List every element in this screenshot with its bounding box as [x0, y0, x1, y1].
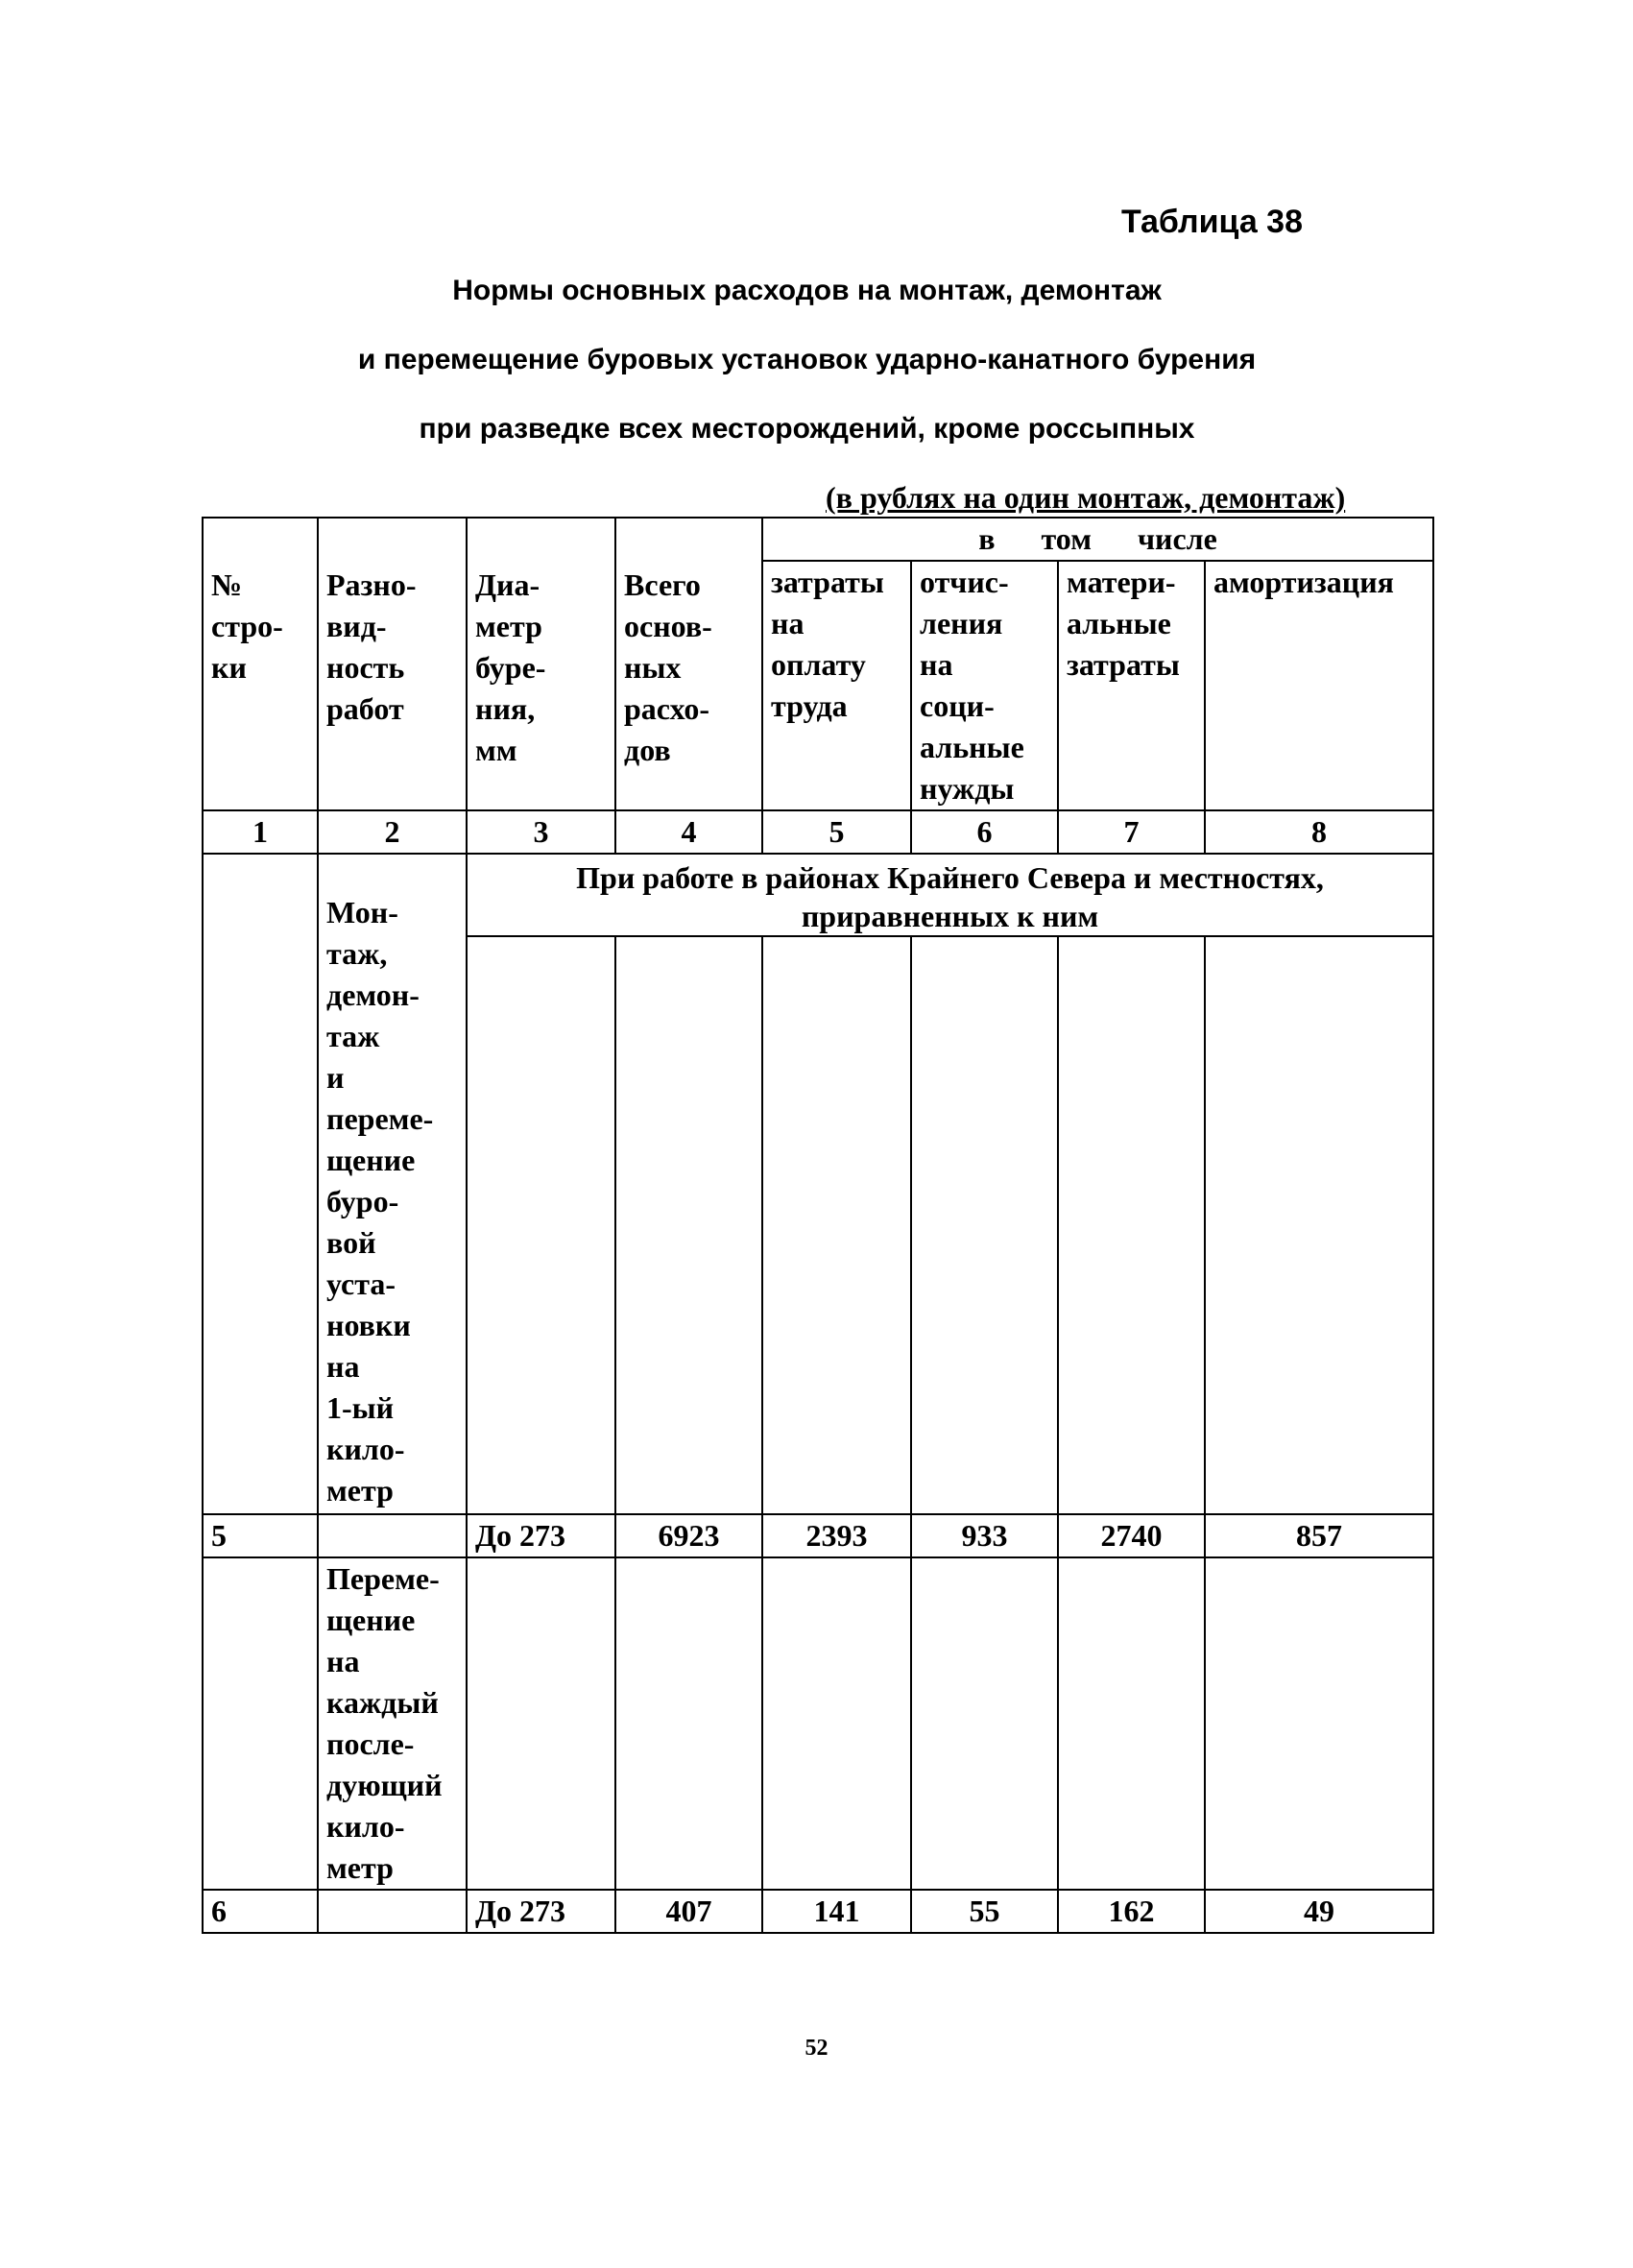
materials-value: 2740: [1058, 1514, 1205, 1557]
row-number: 6: [203, 1890, 318, 1933]
col-header-work-type: Разно- вид- ность работ: [318, 518, 467, 810]
page-number: 52: [804, 2036, 829, 2061]
table-row: [203, 1514, 1433, 1557]
column-number-row: [203, 810, 1433, 854]
col-number: 6: [911, 810, 1058, 854]
col-header-row-number: № стро- ки: [203, 518, 318, 810]
norms-table: [202, 517, 1434, 1934]
col-header-labor: затраты на оплату труда: [762, 561, 911, 810]
table-row: [203, 1890, 1433, 1933]
social-value: 933: [911, 1514, 1058, 1557]
col-number: 5: [762, 810, 911, 854]
work-type-empty: [318, 1514, 467, 1557]
col-header-social: отчис- ления на соци- альные нужды: [911, 561, 1058, 810]
social-value: 55: [911, 1890, 1058, 1933]
work-type-empty: [318, 1890, 467, 1933]
title-line-2: и перемещение буровых установок ударно-канатного бурения: [357, 344, 1257, 375]
row-number: 5: [203, 1514, 318, 1557]
col-header-total: Всего основ- ных расхо- дов: [615, 518, 762, 810]
col-number: 4: [615, 810, 762, 854]
region-row: [203, 854, 1433, 936]
header-row-group: [203, 518, 1433, 561]
labor-value: 141: [762, 1890, 911, 1933]
region-header: При работе в районах Крайнего Севера и местностях, приравненных к ним: [467, 854, 1433, 936]
labor-value: 2393: [762, 1514, 911, 1557]
title-line-3: при разведке всех месторождений, кроме россыпных: [419, 413, 1195, 445]
col-number: 8: [1205, 810, 1433, 854]
col-number: 1: [203, 810, 318, 854]
blank-row: [203, 1557, 1433, 1890]
total-value: 6923: [615, 1514, 762, 1557]
units-note: (в рублях на один монтаж, демонтаж): [826, 480, 1346, 515]
col-number: 7: [1058, 810, 1205, 854]
work-type-cell: Переме- щение на каждый после- дующий кило- метр: [318, 1557, 467, 1890]
col-header-diameter: Диа- метр буре- ния, мм: [467, 518, 615, 810]
title-line-1: Нормы основных расходов на монтаж, демонтаж: [452, 275, 1162, 306]
amortization-value: 857: [1205, 1514, 1433, 1557]
col-number: 3: [467, 810, 615, 854]
materials-value: 162: [1058, 1890, 1205, 1933]
col-header-amortization: амортизация: [1205, 561, 1433, 810]
diameter-value: До 273: [467, 1890, 615, 1933]
col-header-materials: матери- альные затраты: [1058, 561, 1205, 810]
table-label: Таблица 38: [1121, 204, 1303, 240]
amortization-value: 49: [1205, 1890, 1433, 1933]
col-group-header: в том числе: [762, 518, 1433, 561]
diameter-value: До 273: [467, 1514, 615, 1557]
total-value: 407: [615, 1890, 762, 1933]
work-type-cell: Мон- таж, демон- таж и переме- щение буро- вой уста- новки на 1-ый кило- метр: [318, 854, 467, 1514]
row-number-empty: [203, 854, 318, 1514]
col-number: 2: [318, 810, 467, 854]
